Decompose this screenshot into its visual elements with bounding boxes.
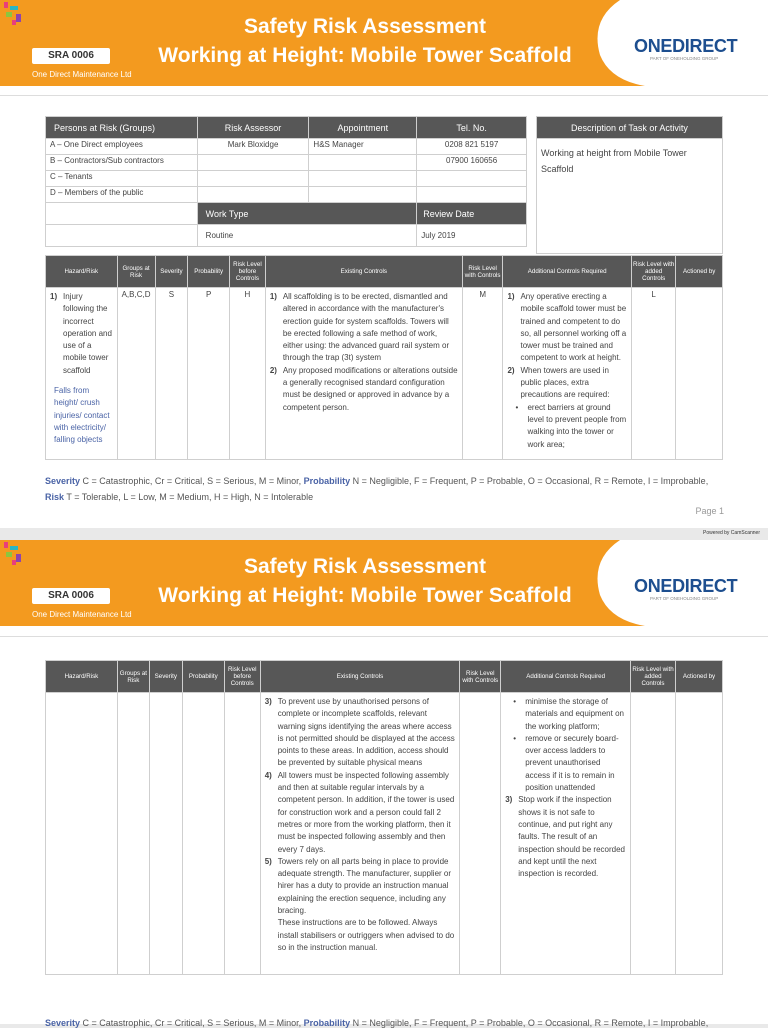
severity-cell xyxy=(149,693,182,975)
groups-value: A,B,C,D xyxy=(117,288,155,460)
bullet-icon: • xyxy=(515,402,519,412)
title-line-2: Working at Height: Mobile Tower Scaffold xyxy=(158,44,572,67)
logo-subtitle: PART OF ONEHOLDING GROUP xyxy=(650,596,719,601)
empty-cell xyxy=(309,187,417,203)
item-text: Towers rely on all parts being in place to provide adequate strength. The manufacturer, supplier or hirer has a duty to provide an instruction manual explaining the erection sequence, including any bracing. xyxy=(277,856,452,916)
onedirect-logo: ONEDIRECT xyxy=(634,36,738,56)
group-a: A – One Direct employees xyxy=(46,139,198,155)
existing-control-item xyxy=(265,770,456,856)
bullet-text: minimise the storage of materials and equipment on the working platform; xyxy=(525,697,624,731)
groups-cell xyxy=(117,693,149,975)
risk-with-header: Risk Level with Controls xyxy=(460,661,501,693)
risk-with-cell xyxy=(460,693,501,975)
existing-control-item xyxy=(270,365,458,414)
legend-line-2 xyxy=(45,492,313,502)
empty-cell xyxy=(197,155,309,171)
item-text: Any proposed modifications or alterations outside a generally recognised standard configuration must be designed or approved in advance by a competent person. xyxy=(282,365,458,412)
item-number: 1) xyxy=(507,292,515,301)
title-line-1: Safety Risk Assessment xyxy=(243,555,486,578)
risk-before-header: Risk Level before Controls xyxy=(230,256,266,288)
actioned-by-value xyxy=(676,288,723,460)
company-name: One Direct Maintenance Ltd xyxy=(32,610,132,619)
additional-control-item xyxy=(505,794,626,880)
title-line-1: Safety Risk Assessment xyxy=(243,15,486,38)
severity-legend-text: C = Catastrophic, Cr = Critical, S = Serious, M = Minor, xyxy=(82,476,302,486)
legend-line-1 xyxy=(45,476,708,486)
tel-header: Tel. No. xyxy=(417,117,527,139)
severity-value: S xyxy=(155,288,188,460)
bullet-item xyxy=(505,733,626,794)
existing-controls-cell xyxy=(260,693,460,975)
probability-legend-text: N = Negligible, F = Frequent, P = Probable, O = Occasional, R = Remote, I = Improbable, xyxy=(352,1018,709,1028)
tel-1: 0208 821 5197 xyxy=(417,139,527,155)
risk-added-value: L xyxy=(631,288,676,460)
risk-table-page-1 xyxy=(45,255,723,460)
page-number: Page 1 xyxy=(695,506,724,516)
persons-at-risk-header: Persons at Risk (Groups) xyxy=(46,117,198,139)
divider xyxy=(0,95,768,96)
hazard-cell xyxy=(46,693,118,975)
header-banner xyxy=(0,540,768,630)
hazard-number: 1) xyxy=(50,292,58,301)
probability-legend-label: Probability xyxy=(303,1018,351,1028)
existing-controls-header: Existing Controls xyxy=(265,256,462,288)
assessor-name: Mark Bloxidge xyxy=(197,139,309,155)
item-text: Stop work if the inspection shows it is not safe to continue, and put right any faults. The result of an inspection should be recorded and kept until the next inspection is recorded. xyxy=(518,795,625,879)
severity-legend-label: Severity xyxy=(45,1018,81,1028)
bullet-icon: • xyxy=(513,733,517,743)
description-header: Description of Task or Activity xyxy=(537,117,723,139)
hazard-text: Injury following the incorrect operation and use of a mobile tower scaffold xyxy=(63,292,112,375)
risk-legend-label: Risk xyxy=(45,492,65,502)
bullet-text: erect barriers at ground level to prevent people from walking into the tower or work area; xyxy=(527,402,627,449)
probability-legend-label: Probability xyxy=(303,476,351,486)
group-c: C – Tenants xyxy=(46,171,198,187)
empty-cell xyxy=(309,155,417,171)
description-table xyxy=(536,116,723,254)
probability-cell xyxy=(182,693,224,975)
item-text: All towers must be inspected following assembly and then at suitable regular intervals by a competent person. In addition, if the tower is used for construction work and a person could fall 2 metres or more from the working platform, then it must be inspected following assembly and then every 7 days. xyxy=(277,770,455,854)
logo-subtitle: PART OF ONEHOLDING GROUP xyxy=(650,56,719,61)
groups-header: Groups at Risk xyxy=(117,256,155,288)
work-type-value: Routine xyxy=(197,225,417,247)
item-text: When towers are used in public places, extra precautions are required: xyxy=(520,365,610,400)
probability-header: Probability xyxy=(182,661,224,693)
risk-assessor-header: Risk Assessor xyxy=(197,117,309,139)
additional-control-item xyxy=(507,365,626,402)
persons-at-risk-table xyxy=(45,116,527,247)
risk-before-value: H xyxy=(230,288,266,460)
item-number: 3) xyxy=(264,697,272,706)
empty-cell xyxy=(197,187,309,203)
severity-legend-label: Severity xyxy=(45,476,81,486)
risk-legend-text: T = Tolerable, L = Low, M = Medium, H = High, N = Intolerable xyxy=(66,492,314,502)
item-number: 1) xyxy=(269,292,277,301)
title-line-2: Working at Height: Mobile Tower Scaffold xyxy=(158,584,572,607)
item-number: 5) xyxy=(264,856,272,866)
additional-controls-header: Additional Controls Required xyxy=(501,661,631,693)
assessor-appointment: H&S Manager xyxy=(309,139,417,155)
empty-cell xyxy=(197,171,309,187)
item-number: 2) xyxy=(507,365,515,375)
severity-header: Severity xyxy=(155,256,188,288)
powered-by: Powered by CamScanner xyxy=(703,530,760,536)
existing-control-item xyxy=(265,856,456,917)
bullet-icon: • xyxy=(513,697,517,706)
existing-controls-cell xyxy=(265,288,462,460)
risk-with-header: Risk Level with Controls xyxy=(462,256,503,288)
group-d: D – Members of the public xyxy=(46,187,198,203)
additional-controls-cell xyxy=(503,288,631,460)
existing-controls-header: Existing Controls xyxy=(260,661,460,693)
probability-header: Probability xyxy=(188,256,230,288)
hazard-cell xyxy=(46,288,118,460)
additional-control-item xyxy=(507,291,626,365)
tel-2: 07900 160656 xyxy=(417,155,527,171)
additional-controls-header: Additional Controls Required xyxy=(503,256,631,288)
actioned-by-cell xyxy=(675,693,722,975)
legend-line-1 xyxy=(45,1018,708,1028)
review-date-value: July 2019 xyxy=(417,225,527,247)
work-type-header: Work Type xyxy=(197,203,417,225)
hazard-header: Hazard/Risk xyxy=(46,661,118,693)
bullet-item xyxy=(507,402,626,451)
probability-legend-text: N = Negligible, F = Frequent, P = Probable, O = Occasional, R = Remote, I = Improbable, xyxy=(352,476,709,486)
description-text: Working at height from Mobile Tower Scaffold xyxy=(537,139,723,254)
risk-with-value: M xyxy=(462,288,503,460)
empty-cell xyxy=(417,187,527,203)
company-name: One Direct Maintenance Ltd xyxy=(32,70,132,79)
risk-added-header: Risk Level with added Controls xyxy=(631,256,676,288)
existing-control-item xyxy=(265,696,456,770)
sra-badge: SRA 0006 xyxy=(32,48,110,64)
empty-cell xyxy=(417,171,527,187)
item-number: 3) xyxy=(505,795,513,805)
item-number: 4) xyxy=(264,770,272,780)
item-text: To prevent use by unauthorised persons of complete or incomplete scaffolds, relevant warning signs identifying the areas where access is not permitted should be displayed at the access points to these areas. In addition, access should be prevented by suitable physical means xyxy=(277,697,455,768)
hazard-detail: Falls from height/ crush injuries/ contact with electricity/ falling objects xyxy=(54,386,110,445)
actioned-by-header: Actioned by xyxy=(675,661,722,693)
onedirect-logo: ONEDIRECT xyxy=(634,576,738,596)
empty-cell xyxy=(309,171,417,187)
item-text: All scaffolding is to be erected, dismantled and altered in accordance with the manufacturer's erection guide for system scaffolds. Towers will be erected following a safe method of work, either using: the advanced guard rail system or through the trap (3t) system xyxy=(282,292,450,363)
hazard-header: Hazard/Risk xyxy=(46,256,118,288)
empty-cell xyxy=(46,203,198,225)
actioned-by-header: Actioned by xyxy=(676,256,723,288)
groups-header: Groups at Risk xyxy=(117,661,149,693)
probability-value: P xyxy=(188,288,230,460)
empty-cell xyxy=(46,225,198,247)
risk-added-cell xyxy=(631,693,676,975)
appointment-header: Appointment xyxy=(309,117,417,139)
additional-controls-cell xyxy=(501,693,631,975)
existing-control-item xyxy=(270,291,458,365)
onedirect-logo-icon xyxy=(0,540,28,568)
item-number: 2) xyxy=(269,365,277,375)
sra-badge: SRA 0006 xyxy=(32,588,110,604)
risk-added-header: Risk Level with added Controls xyxy=(631,661,676,693)
review-date-header: Review Date xyxy=(417,203,527,225)
bullet-text: remove or securely board-over access ladders to prevent unauthorised access if it is to remain in position unattended xyxy=(525,733,619,793)
risk-table-page-2 xyxy=(45,660,723,975)
risk-before-cell xyxy=(224,693,260,975)
risk-before-header: Risk Level before Controls xyxy=(224,661,260,693)
document-page-2 xyxy=(0,540,768,1028)
bullet-item xyxy=(505,696,626,733)
header-banner xyxy=(0,0,768,90)
group-b: B – Contractors/Sub contractors xyxy=(46,155,198,171)
severity-header: Severity xyxy=(149,661,182,693)
onedirect-logo-icon xyxy=(0,0,28,28)
existing-control-note: These instructions are to be followed. Always install stabilisers or outriggers when advised to do so in the instruction manual. xyxy=(277,918,455,952)
severity-legend-text: C = Catastrophic, Cr = Critical, S = Serious, M = Minor, xyxy=(82,1018,302,1028)
item-text: Any operative erecting a mobile scaffold tower must be trained and competent to do so, all personnel working off a tower must be trained and competent to work at height. xyxy=(520,292,627,363)
divider xyxy=(0,636,768,637)
